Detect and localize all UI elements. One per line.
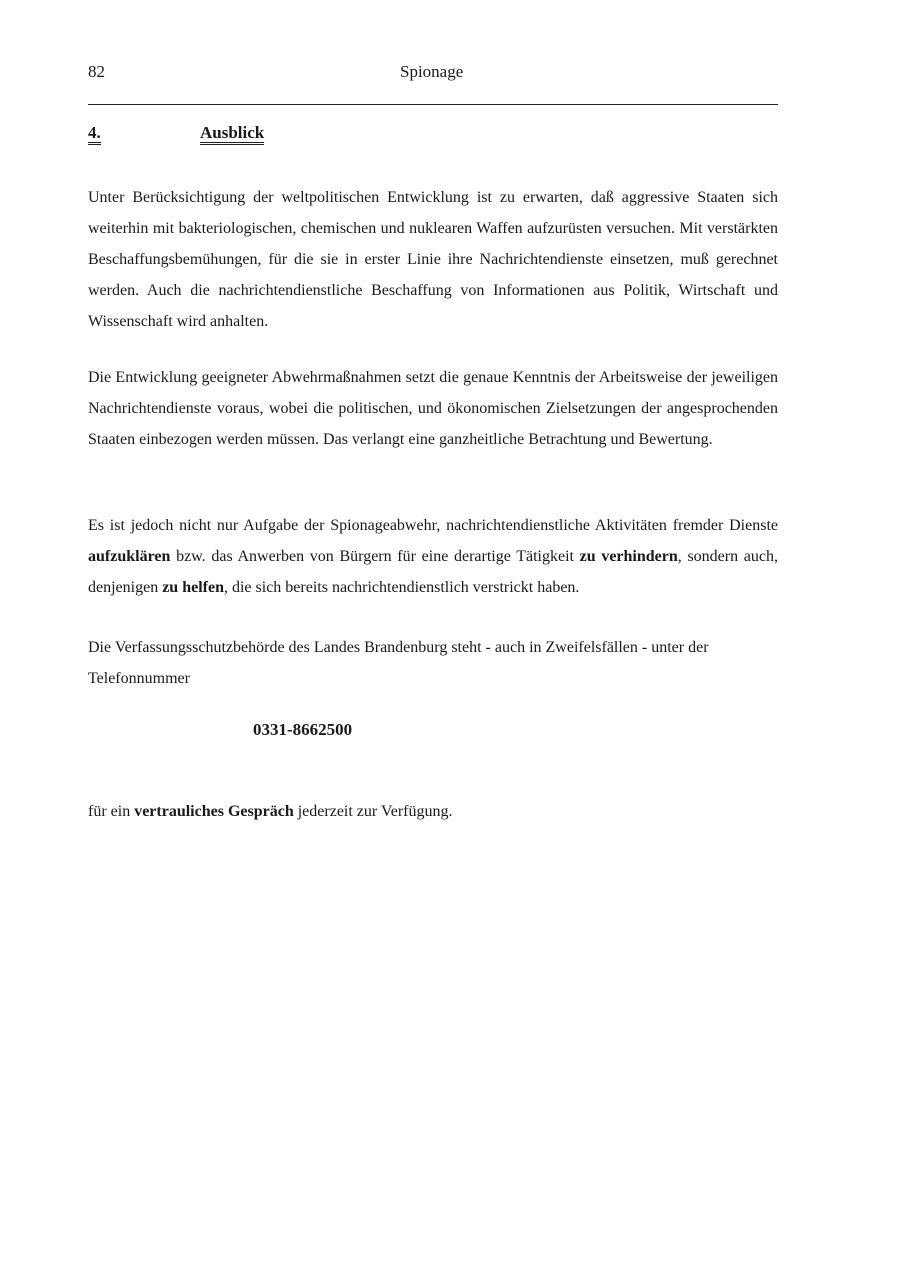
tasks-text-2: bzw. das Anwerben von Bürgern für eine derartige Tätigkeit (170, 548, 580, 565)
tasks-bold-aufklaeren: aufzuklären (88, 548, 171, 565)
section-title: Ausblick (200, 124, 264, 145)
confidential-bold: vertrauliches Gespräch (134, 803, 294, 820)
tasks-bold-verhindern: zu verhindern (579, 548, 678, 565)
paragraph-tasks (88, 510, 778, 603)
paragraph-outlook: Unter Berücksichtigung der weltpolitischen Entwicklung ist zu erwarten, daß aggressive Staaten sich weiterhin mit bakteriologischen, chemischen und nuklearen Waffen aufzurüsten versuchen. Mit verstärkten Beschaffungsbemühungen, für die sie in erster Linie ihre Nachrichtendienste einsetzen, muß gerechnet werden. Auch die nachrichtendienstliche Beschaffung von Informationen aus Politik, Wirtschaft und Wissenschaft wird anhalten. (88, 189, 778, 330)
paragraph-contact: Die Verfassungsschutzbehörde des Landes Brandenburg steht - auch in Zweifelsfällen - unter der Telefonnummer (88, 639, 709, 687)
page-number: 82 (88, 62, 105, 81)
phone-number: 0331-8662500 (253, 720, 353, 739)
tasks-text-4: , die sich bereits nachrichtendienstlich verstrickt haben. (223, 579, 580, 596)
confidential-text-2: jederzeit zur Verfügung. (293, 803, 453, 820)
section-number: 4. (88, 124, 101, 145)
paragraph-countermeasures: Die Entwicklung geeigneter Abwehrmaßnahmen setzt die genaue Kenntnis der Arbeitsweise der jeweiligen Nachrichtendienste voraus, wobei die politischen, und ökonomischen Zielsetzungen der angesprochenden Staaten einbezogen werden müssen. Das verlangt eine ganzheitliche Betrachtung und Bewertung. (88, 369, 778, 448)
tasks-bold-helfen: zu helfen (162, 579, 224, 596)
confidential-text-1: für ein (88, 803, 135, 820)
tasks-text-1: Es ist jedoch nicht nur Aufgabe der Spionageabwehr, nachrichtendienstliche Aktivitäten fremder Dienste (88, 517, 778, 534)
paragraph-confidential (88, 796, 452, 827)
page-header (88, 62, 778, 86)
running-title: Spionage (400, 62, 464, 81)
tasks-text-3: , sondern auch, denjenigen (88, 548, 778, 596)
header-divider (88, 104, 778, 105)
